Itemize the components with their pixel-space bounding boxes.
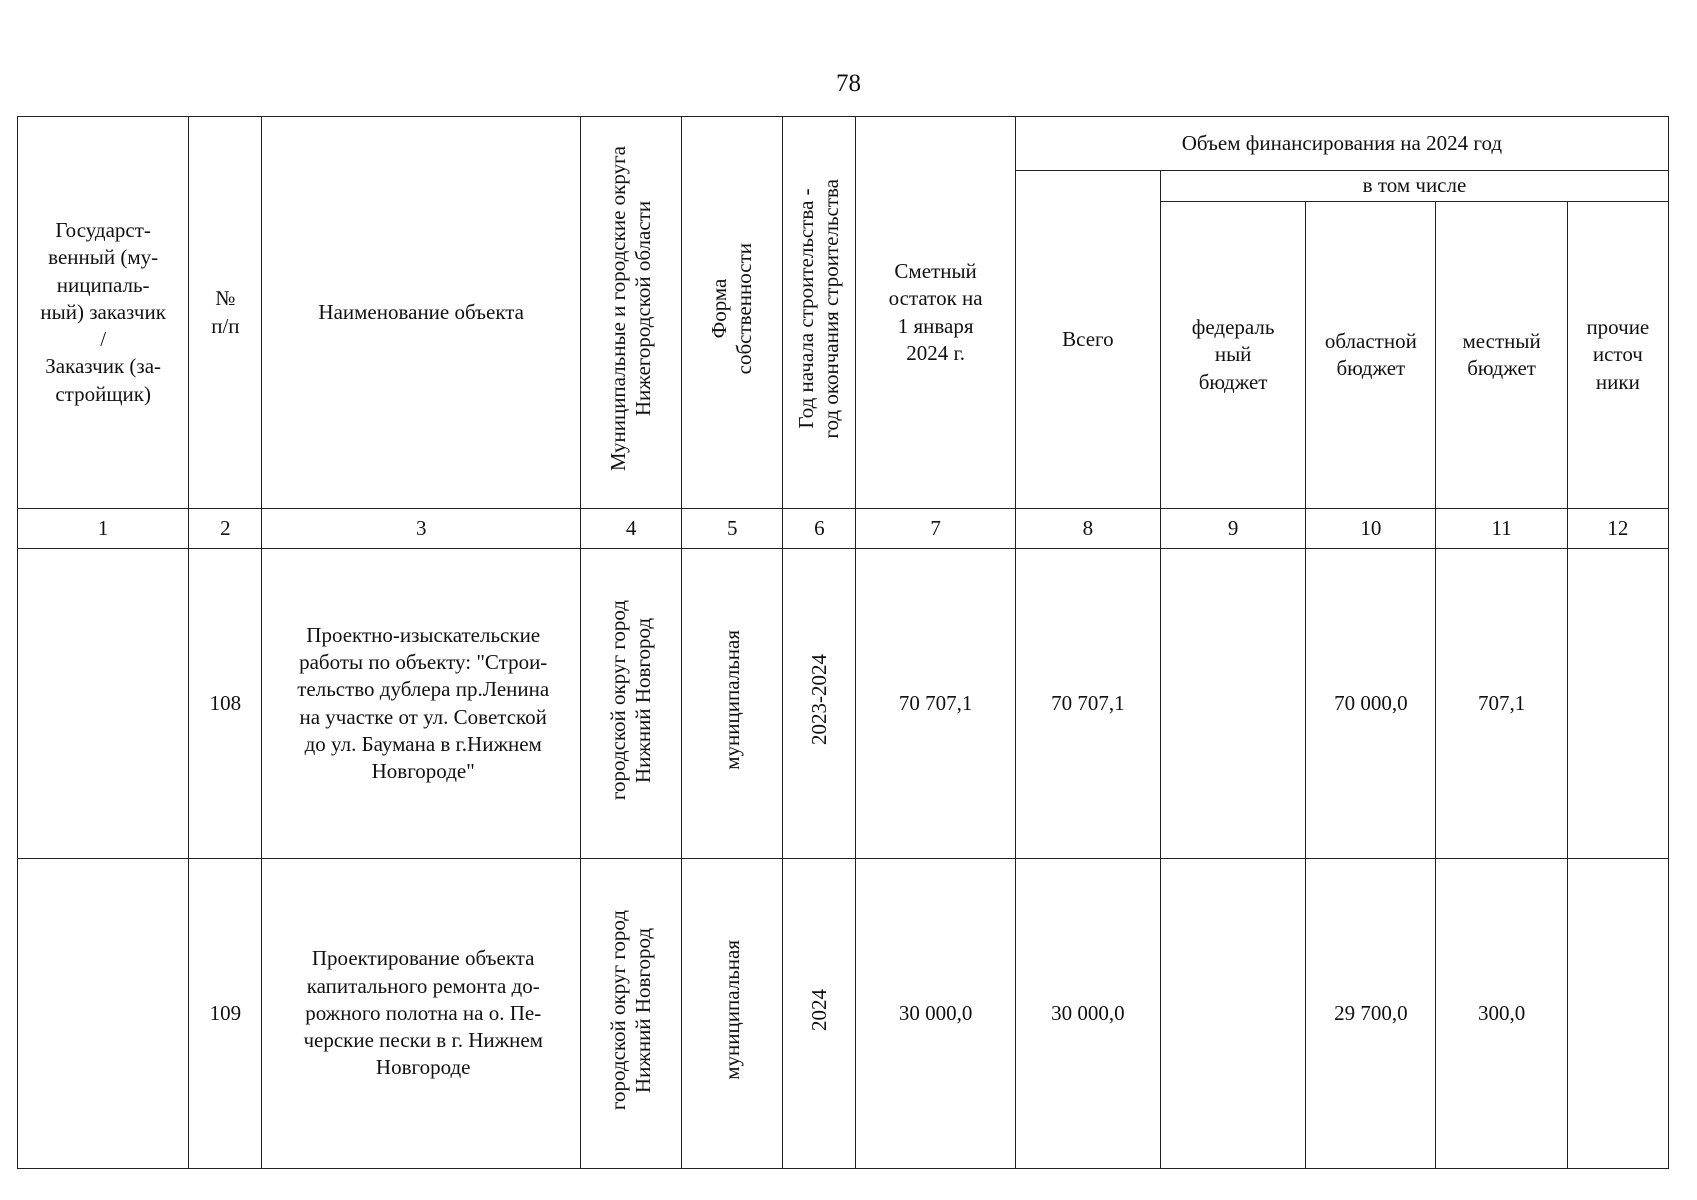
header-other: прочие источ ники — [1567, 202, 1668, 509]
column-number: 6 — [783, 509, 856, 549]
header-federal: федераль ный бюджет — [1161, 202, 1306, 509]
column-number: 9 — [1161, 509, 1306, 549]
header-customer: Государст- венный (му- ниципаль- ный) заказчик / Заказчик (за- стройщик) — [18, 117, 189, 509]
header-including: в том числе — [1161, 171, 1669, 202]
column-number: 7 — [856, 509, 1015, 549]
row-district: городской округ город Нижний Новгород — [581, 549, 682, 859]
row-total: 30 000,0 — [1015, 859, 1160, 1169]
row-other — [1567, 549, 1668, 859]
row-object-name: Проектно-изыскательские работы по объекту: "Строи- тельство дублера пр.Ленина на участке от ул. Советской до ул. Баумана в г.Нижнем Новгороде" — [262, 549, 581, 859]
header-ownership: Форма собственности — [682, 117, 783, 509]
row-estimate: 70 707,1 — [856, 549, 1015, 859]
column-number: 11 — [1436, 509, 1567, 549]
row-regional: 29 700,0 — [1306, 859, 1436, 1169]
row-customer — [18, 549, 189, 859]
row-years: 2024 — [783, 859, 856, 1169]
row-number: 109 — [189, 859, 262, 1169]
column-number: 3 — [262, 509, 581, 549]
page-number: 78 — [836, 70, 861, 97]
header-object-name: Наименование объекта — [262, 117, 581, 509]
table-row — [18, 859, 1669, 1169]
row-local: 300,0 — [1436, 859, 1567, 1169]
column-number: 4 — [581, 509, 682, 549]
column-number: 10 — [1306, 509, 1436, 549]
row-object-name: Проектирование объекта капитального ремонта до- рожного полотна на о. Пе- черские пески в г. Нижнем Новгороде — [262, 859, 581, 1169]
table-row — [18, 549, 1669, 859]
column-number: 5 — [682, 509, 783, 549]
header-number: № п/п — [189, 117, 262, 509]
row-years: 2023-2024 — [783, 549, 856, 859]
row-district: городской округ город Нижний Новгород — [581, 859, 682, 1169]
header-districts: Муниципальные и городские округа Нижегородской области — [581, 117, 682, 509]
row-ownership: муниципальная — [682, 549, 783, 859]
row-other — [1567, 859, 1668, 1169]
header-regional: областной бюджет — [1306, 202, 1436, 509]
column-number: 2 — [189, 509, 262, 549]
header-funding: Объем финансирования на 2024 год — [1015, 117, 1668, 171]
row-local: 707,1 — [1436, 549, 1567, 859]
column-number-row — [18, 509, 1669, 549]
header-local: местный бюджет — [1436, 202, 1567, 509]
row-estimate: 30 000,0 — [856, 859, 1015, 1169]
investment-table — [17, 116, 1669, 1169]
row-number: 108 — [189, 549, 262, 859]
column-number: 12 — [1567, 509, 1668, 549]
row-federal — [1161, 859, 1306, 1169]
row-regional: 70 000,0 — [1306, 549, 1436, 859]
column-number: 8 — [1015, 509, 1160, 549]
header-estimate: Сметный остаток на 1 января 2024 г. — [856, 117, 1015, 509]
row-federal — [1161, 549, 1306, 859]
row-total: 70 707,1 — [1015, 549, 1160, 859]
header-total: Всего — [1015, 171, 1160, 509]
header-years: Год начала строительства - год окончания строительства — [783, 117, 856, 509]
row-customer — [18, 859, 189, 1169]
column-number: 1 — [18, 509, 189, 549]
header-row-1 — [18, 117, 1669, 171]
row-ownership: муниципальная — [682, 859, 783, 1169]
